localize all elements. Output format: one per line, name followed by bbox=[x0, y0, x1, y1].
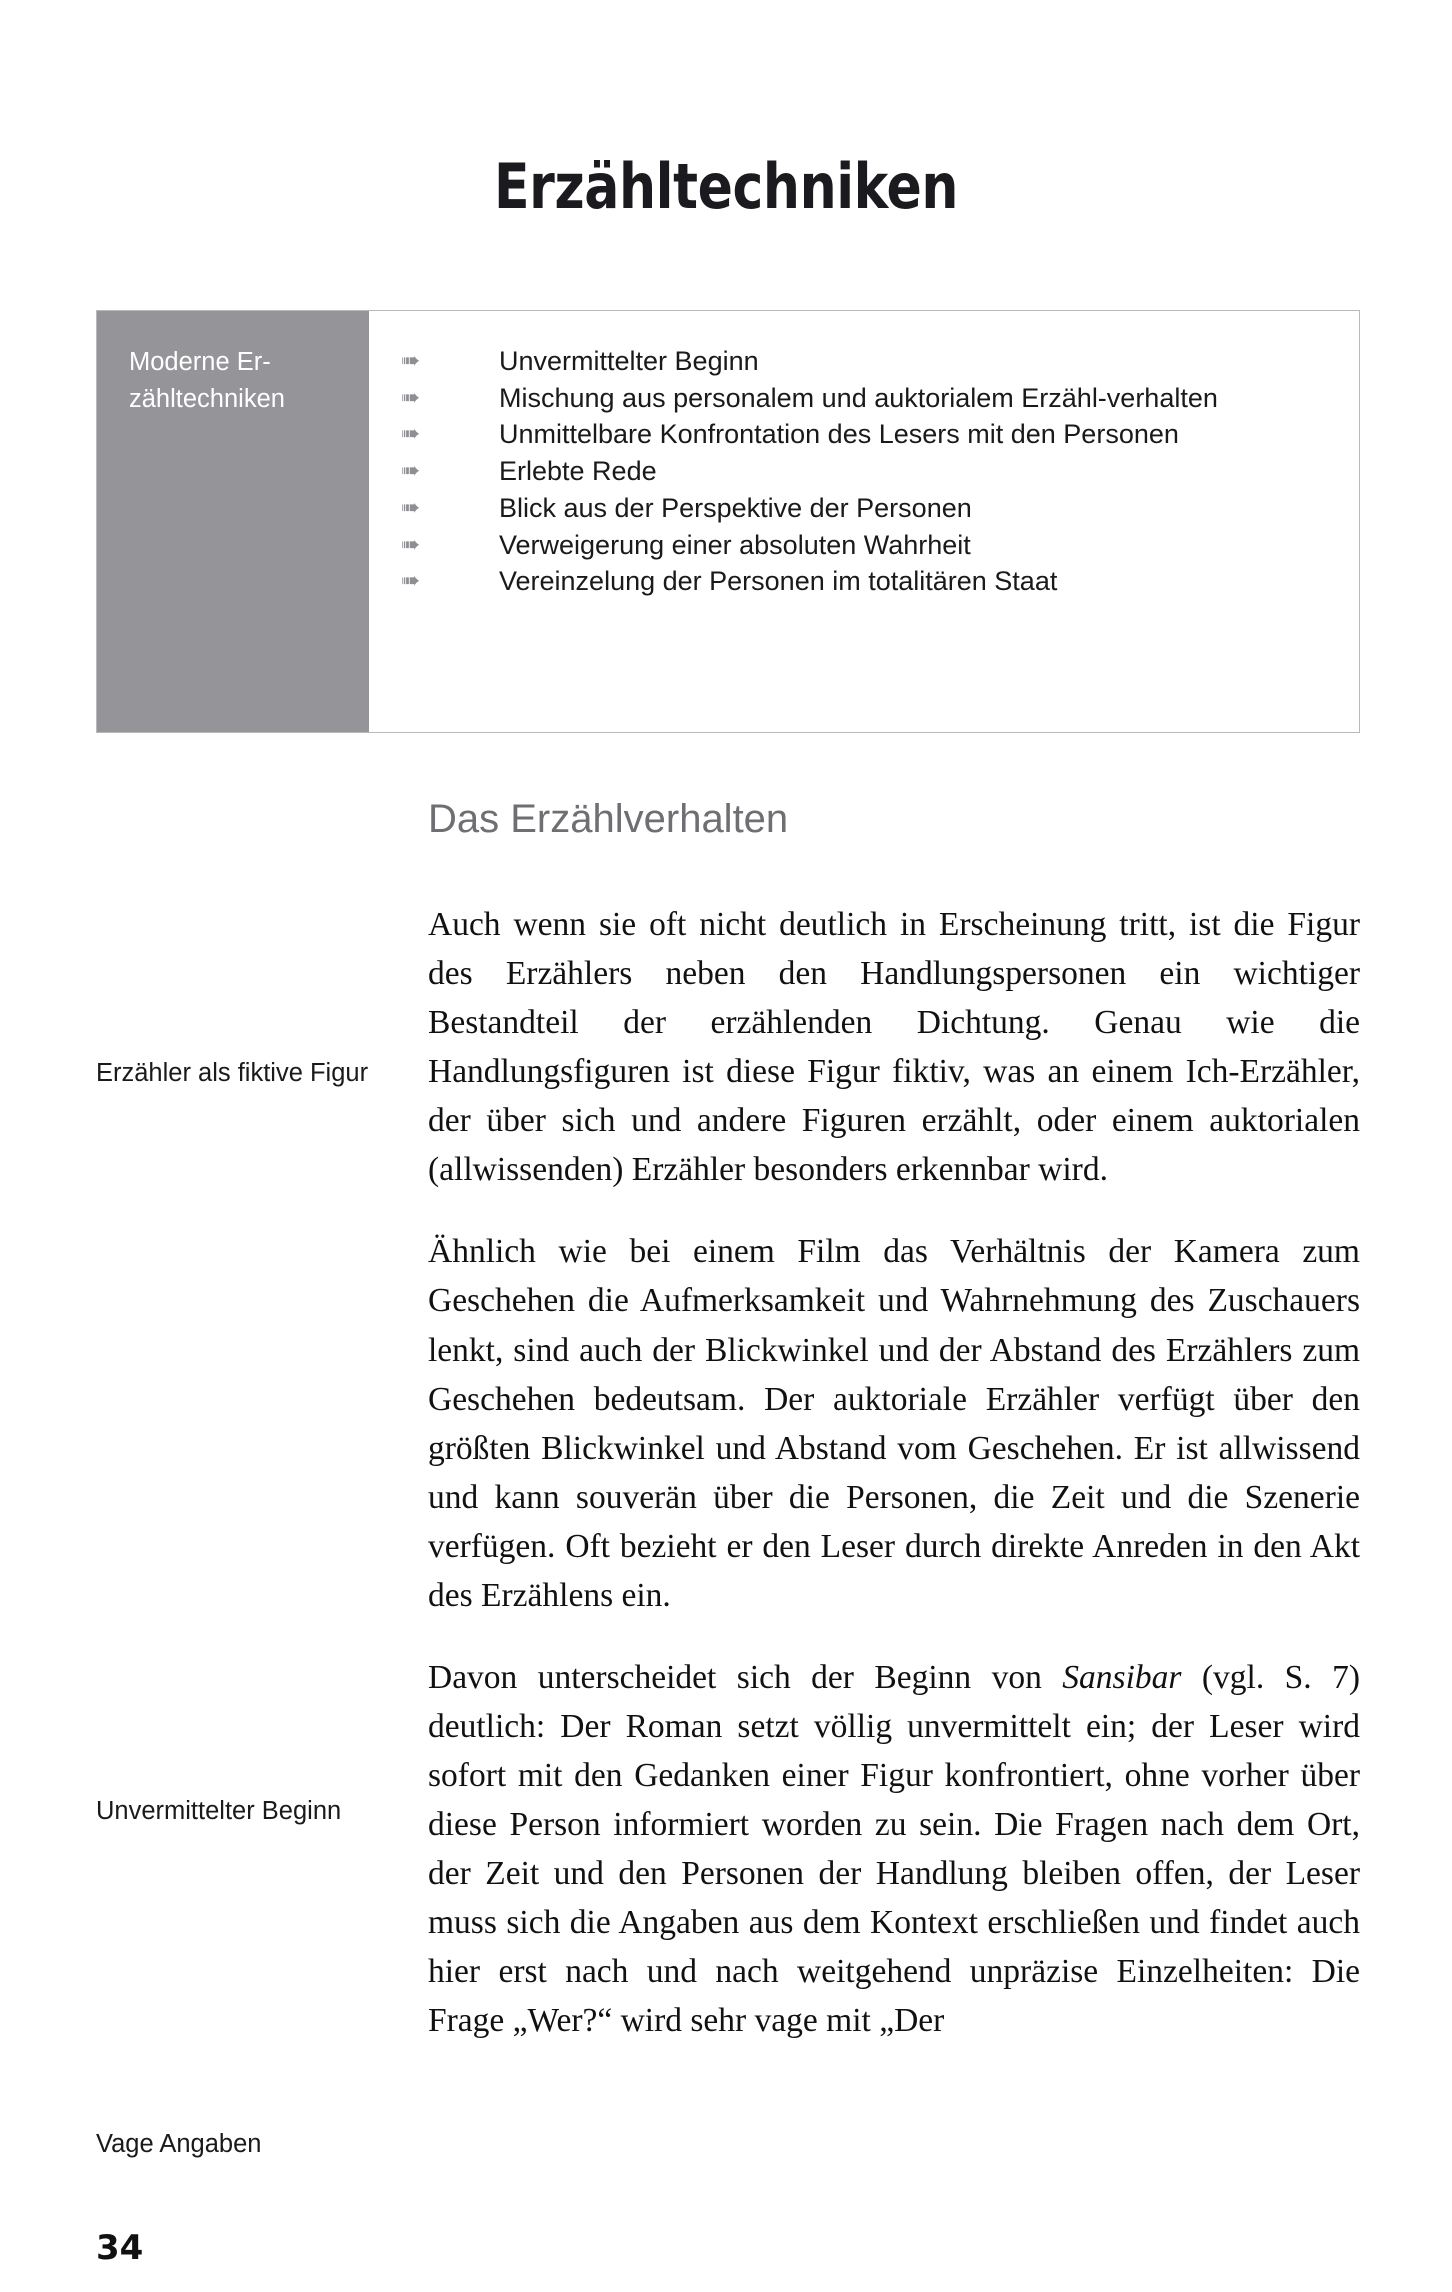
list-item-label: Unvermittelter Beginn bbox=[499, 346, 759, 376]
info-box-label-line-1: Moderne Er- bbox=[129, 348, 271, 376]
info-box bbox=[96, 310, 1360, 733]
info-box-label bbox=[97, 311, 369, 732]
list-item-label: Mischung aus personalem und auktorialem Erzähl-verhalten bbox=[499, 382, 1218, 413]
list-item-label: Verweigerung einer absoluten Wahrheit bbox=[499, 529, 971, 560]
list-item bbox=[369, 490, 1333, 527]
arrow-bullet-icon: ➠ bbox=[401, 457, 421, 484]
arrow-bullet-icon: ➠ bbox=[401, 493, 421, 520]
section-heading: Das Erzählverhalten bbox=[428, 797, 789, 841]
margin-note-erzaehler-als-fiktive-figur: Erzähler als fiktive Figur bbox=[96, 1059, 369, 1087]
margin-note-vage-angaben: Vage Angaben bbox=[96, 2130, 262, 2158]
list-item-label: Blick aus der Perspektive der Personen bbox=[499, 492, 972, 523]
paragraph-erzaehler-fiktive-figur: Auch wenn sie oft nicht deutlich in Erscheinung tritt, ist die Figur des Erzählers neben den Handlungspersonen ein wichtiger Bestandteil der erzählenden Dichtung. Genau wie die Handlungsfiguren ist diese Figur fiktiv, was an einem Ich-Erzähler, der über sich und andere Figuren erzählt, oder einem auktorialen (allwissenden) Erzähler besonders erkennbar wird. bbox=[428, 906, 1360, 1189]
list-item-label: Erlebte Rede bbox=[499, 456, 657, 487]
list-item bbox=[369, 380, 1333, 417]
body-text-column bbox=[428, 900, 1360, 2045]
arrow-bullet-icon: ➠ bbox=[401, 530, 421, 557]
paragraph-part-a: Davon unterscheidet sich der Beginn von bbox=[428, 1658, 1063, 1696]
book-title-sansibar: Sansibar bbox=[1062, 1658, 1182, 1696]
margin-note-unvermittelter-beginn: Unvermittelter Beginn bbox=[96, 1797, 342, 1825]
info-box-list bbox=[369, 311, 1359, 732]
arrow-bullet-icon: ➠ bbox=[401, 383, 421, 410]
arrow-bullet-icon: ➠ bbox=[401, 567, 421, 594]
arrow-bullet-icon: ➠ bbox=[401, 420, 421, 447]
page-number: 34 bbox=[96, 2228, 144, 2268]
arrow-bullet-icon: ➠ bbox=[401, 347, 421, 373]
list-item bbox=[369, 527, 1333, 564]
list-item-label: Vereinzelung der Personen im totalitären Staat bbox=[499, 566, 1058, 597]
list-item bbox=[369, 416, 1333, 453]
paragraph-blickwinkel: Ähnlich wie bei einem Film das Verhältnis der Kamera zum Geschehen die Aufmerksamkeit und Wahrnehmung des Zuschauers lenkt, sind auch der Blickwinkel und der Abstand des Erzählers zum Geschehen bedeutsam. Der auktoriale Erzähler verfügt über den größten Blickwinkel und Abstand vom Geschehen. Er ist allwissend und kann souverän über die Personen, die Zeit und die Szenerie verfügen. Oft bezieht er den Leser durch direkte Anreden in den Akt des Erzählens ein. bbox=[428, 1233, 1360, 1614]
list-item bbox=[369, 453, 1333, 490]
list-item bbox=[369, 563, 1333, 600]
list-item-label: Unmittelbare Konfrontation des Lesers mit den Personen bbox=[499, 419, 1179, 450]
paragraph-unvermittelter-beginn bbox=[428, 1653, 1360, 2046]
list-item bbox=[369, 343, 1333, 380]
paragraph-part-b: (vgl. S. 7) deutlich: Der Roman setzt völlig unvermittelt ein; der Leser wird sofort mit den Gedanken einer Figur konfrontiert, ohne vorher über diese Person informiert worden zu sein. Die Fragen nach dem Ort, der Zeit und den Personen der Handlung bleiben offen, der Leser muss sich die Angaben aus dem Kontext erschließen und findet auch hier erst nach und nach weitgehend unpräzise Einzelheiten: Die Frage „Wer?“ wird sehr vage mit „Der bbox=[428, 1658, 1360, 2040]
page-title: Erzähltechniken bbox=[493, 150, 959, 223]
info-box-label-line-2: zähltechniken bbox=[129, 384, 285, 413]
